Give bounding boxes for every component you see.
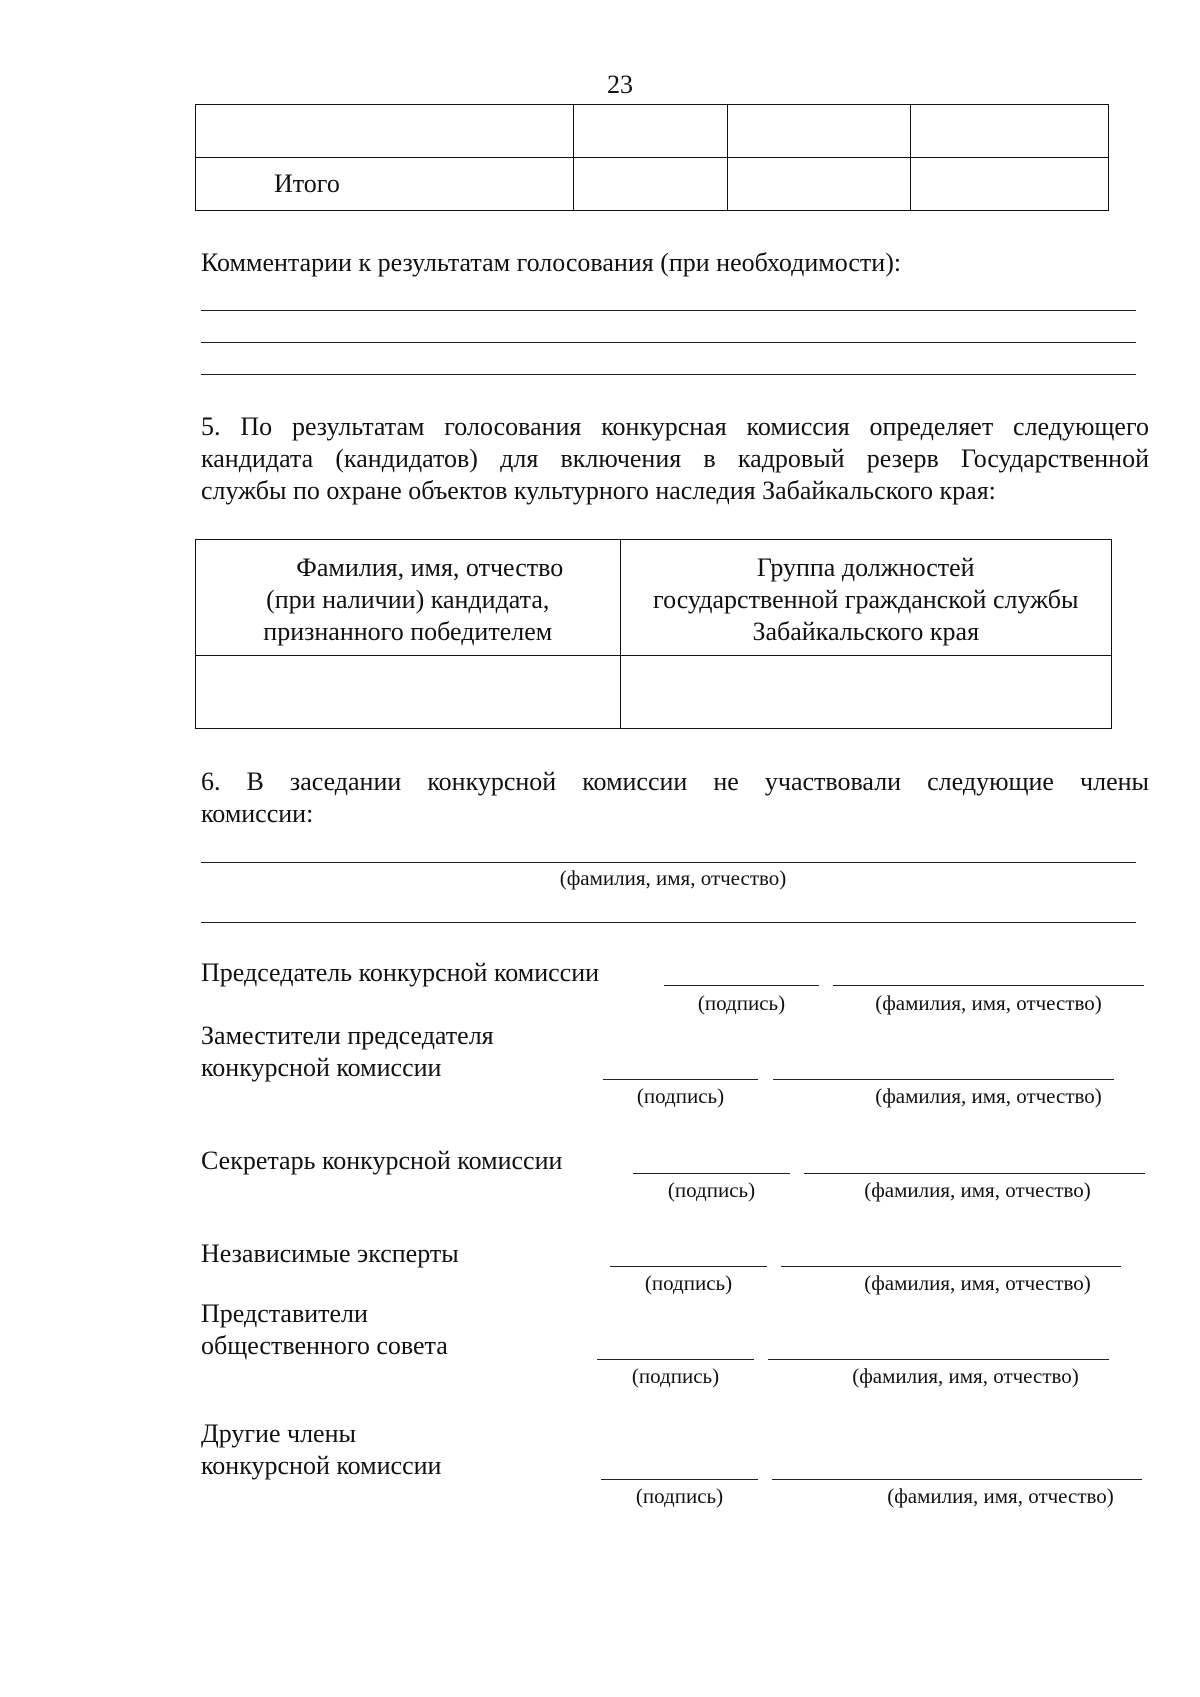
name-line[interactable]	[772, 1479, 1142, 1480]
role-label-deputies: Заместители председателя	[201, 1021, 494, 1050]
absent-members-line[interactable]	[201, 922, 1136, 923]
absent-members-line[interactable]	[201, 862, 1136, 863]
page-number: 23	[607, 70, 633, 99]
table-cell	[573, 158, 728, 211]
signature-caption: (подпись)	[644, 1271, 733, 1295]
table-cell	[911, 105, 1109, 158]
name-caption: (фамилия, имя, отчество)	[864, 1271, 1091, 1295]
name-caption: (фамилия, имя, отчество)	[852, 1364, 1079, 1388]
table-cell	[573, 105, 728, 158]
signature-line[interactable]	[597, 1359, 754, 1360]
name-line[interactable]	[768, 1359, 1109, 1360]
name-line[interactable]	[833, 985, 1144, 986]
role-label-chairman: Председатель конкурсной комиссии	[201, 958, 600, 987]
table-cell	[728, 105, 911, 158]
section6-line: 6. В заседании конкурсной комиссии не участвовали следующие члены	[201, 767, 1149, 796]
signature-line[interactable]	[601, 1479, 758, 1480]
comment-line[interactable]	[201, 310, 1136, 311]
column-header-position-group: Группа должностей государственной гражданской службы Забайкальского края	[620, 540, 1111, 656]
name-caption: (фамилия, имя, отчество)	[875, 991, 1102, 1015]
signature-caption: (подпись)	[635, 1484, 724, 1508]
section5-line: 5. По результатам голосования конкурсная комиссия определяет следующего	[201, 412, 1149, 441]
role-label-experts: Независимые эксперты	[201, 1239, 459, 1268]
role-label-public-council: общественного совета	[201, 1331, 448, 1360]
signature-caption: (подпись)	[667, 1178, 756, 1202]
table-row	[196, 158, 1109, 211]
table-row	[196, 656, 1112, 729]
name-line[interactable]	[804, 1173, 1145, 1174]
absent-members-caption: (фамилия, имя, отчество)	[559, 866, 787, 890]
role-label-public-council: Представители	[201, 1299, 368, 1328]
role-label-other-members: конкурсной комиссии	[201, 1451, 442, 1480]
table-cell	[911, 158, 1109, 211]
comments-label: Комментарии к результатам голосования (при необходимости):	[201, 248, 902, 277]
name-line[interactable]	[773, 1079, 1114, 1080]
signature-caption: (подпись)	[697, 991, 786, 1015]
name-caption: (фамилия, имя, отчество)	[875, 1084, 1102, 1108]
column-header-candidate: Фамилия, имя, отчество (при наличии) кандидата, признанного победителем	[196, 540, 621, 656]
role-label-secretary: Секретарь конкурсной комиссии	[201, 1146, 563, 1175]
table-row	[196, 105, 1109, 158]
total-label: Итого	[196, 158, 574, 211]
comment-line[interactable]	[201, 342, 1136, 343]
table-cell	[620, 656, 1111, 729]
signature-caption: (подпись)	[636, 1084, 725, 1108]
table-cell	[196, 656, 621, 729]
section5-line: службы по охране объектов культурного наследия Забайкальского края:	[201, 476, 996, 505]
signature-line[interactable]	[610, 1266, 767, 1267]
name-line[interactable]	[781, 1266, 1121, 1267]
signature-caption: (подпись)	[631, 1364, 720, 1388]
table-cell	[728, 158, 911, 211]
section6-line: комиссии:	[201, 799, 314, 828]
table-header-row	[196, 540, 1112, 656]
signature-line[interactable]	[664, 985, 819, 986]
comment-line[interactable]	[201, 374, 1136, 375]
name-caption: (фамилия, имя, отчество)	[864, 1178, 1091, 1202]
signature-line[interactable]	[633, 1173, 790, 1174]
results-table	[195, 104, 1109, 211]
table-cell	[196, 105, 574, 158]
section5-line: кандидата (кандидатов) для включения в кадровый резерв Государственной	[201, 444, 1149, 473]
signature-line[interactable]	[603, 1079, 758, 1080]
role-label-other-members: Другие члены	[201, 1419, 356, 1448]
winners-table	[195, 539, 1112, 729]
role-label-deputies: конкурсной комиссии	[201, 1053, 442, 1082]
name-caption: (фамилия, имя, отчество)	[887, 1484, 1114, 1508]
